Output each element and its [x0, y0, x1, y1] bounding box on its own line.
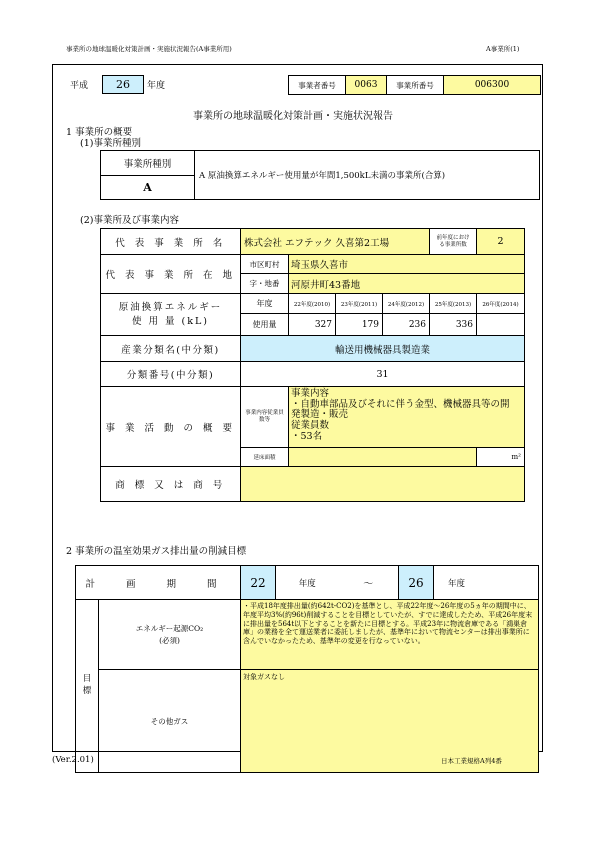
site-number-label: 事業所番号: [387, 76, 444, 95]
industry-field[interactable]: 輸送用機械器具製造業: [241, 336, 525, 362]
activity-line: 事業内容: [291, 388, 330, 399]
activity-line: 従業員数: [291, 419, 330, 431]
plan-year-word-1: 年度: [276, 566, 339, 600]
year-label: 年度: [241, 294, 289, 314]
usage-cell-1[interactable]: 179: [336, 314, 383, 336]
plan-start-year-field[interactable]: 22: [241, 566, 276, 600]
section1-heading: 1 事業所の概要: [66, 127, 133, 138]
form-code: A事業所(1): [486, 45, 520, 53]
operator-number-label: 事業者番号: [289, 76, 346, 95]
co2-target-label: [99, 600, 241, 670]
section1-sub2: (2)事業所及び事業内容: [80, 215, 179, 226]
floor-area-label: 延床面積: [241, 448, 289, 467]
section2-heading: 2 事業所の温室効果ガス排出量の削減目標: [66, 546, 247, 557]
year-col-3: 25年度(2013): [430, 294, 477, 314]
rep-name-label: 代 表 事 業 所 名: [101, 229, 241, 255]
section1-sub1: (1)事業所種別: [80, 138, 141, 149]
class-number-label: 分類番号(中分類): [101, 362, 241, 387]
activity-field[interactable]: [289, 387, 525, 448]
address-label: 代 表 事 業 所 在 地: [101, 255, 241, 294]
street-label: 字・地番: [241, 274, 289, 294]
usage-cell-2[interactable]: 236: [383, 314, 430, 336]
co2-label: エネルギー起源CO₂: [135, 623, 204, 633]
activity-sub-label: 事業内容従業員数等: [241, 387, 289, 448]
plan-period-label: 計 画 期 間: [76, 566, 241, 600]
industry-label: 産業分類名(中分類): [101, 336, 241, 362]
year-col-0: 22年度(2010): [289, 294, 336, 314]
document-header-title: 事業所の地球温暖化対策計画・実施状況報告(A事業所用): [66, 45, 232, 53]
version-label: (Ver.2.01): [52, 755, 94, 765]
site-number-field[interactable]: 006300: [444, 76, 541, 95]
plan-tilde: ～: [339, 566, 399, 600]
year-col-4: 26年度(2014): [477, 294, 525, 314]
target-label-text: 目標: [82, 674, 92, 696]
era-prefix: 平成: [70, 81, 89, 91]
class-number-field[interactable]: 31: [241, 362, 525, 387]
energy-usage-label-line2: 使 用 量 (kL): [131, 315, 210, 327]
activity-label: 事 業 活 動 の 概 要: [101, 387, 241, 467]
report-year-field[interactable]: 26: [102, 75, 144, 94]
activity-line: 発製造・販売: [291, 409, 349, 421]
plan-year-word-2: 年度: [434, 566, 539, 600]
year-col-2: 24年度(2012): [383, 294, 430, 314]
city-label: 市区町村: [241, 255, 289, 274]
facility-type-table: [100, 150, 540, 200]
prev-count-field[interactable]: 2: [477, 229, 525, 255]
reduction-target-table: [75, 565, 539, 773]
other-gas-label: その他ガス: [99, 670, 241, 773]
operator-number-field[interactable]: 0063: [346, 76, 387, 95]
energy-usage-label-line1: 原油換算エネルギー: [118, 302, 223, 314]
floor-area-unit: m²: [477, 448, 525, 467]
paper-size-label: 日本工業規格A列4番: [441, 757, 502, 765]
plan-end-year-field[interactable]: 26: [399, 566, 434, 600]
city-field[interactable]: 埼玉県久喜市: [289, 255, 525, 274]
floor-area-field[interactable]: [289, 448, 477, 467]
co2-note: (必須): [159, 635, 180, 645]
prev-count-label: 前年度における事業所数: [430, 229, 477, 255]
year-col-1: 23年度(2011): [336, 294, 383, 314]
other-gas-field[interactable]: 対象ガスなし: [241, 670, 539, 773]
era-suffix: 年度: [147, 81, 166, 91]
co2-target-field[interactable]: ・平成18年度排出量(約642t-CO2)を基準とし、平成22年度～26年度の5ヵ年の期間中に、年度平均3%(約96t)削減することを目標としていたが、すでに達成したため、平成26年度末に排出量を564t以下とすることを新たに目標とする。平成23年に物流倉庫である「鴻巣倉庫」の業務を全て運送業者に委託しましたが、基準年において物流センターは排出事業所に含んでいなかったため、基準年の変更を行なっていない。: [241, 600, 539, 670]
facility-type-label: 事業所種別: [101, 151, 195, 176]
ids-table: [288, 75, 541, 95]
activity-line: ・53名: [291, 430, 323, 442]
report-title: 事業所の地球温暖化対策計画・実施状況報告: [193, 111, 393, 122]
facility-type-value[interactable]: A: [101, 176, 195, 200]
usage-cell-3[interactable]: 336: [430, 314, 477, 336]
usage-cell-4[interactable]: [477, 314, 525, 336]
energy-usage-label: [101, 294, 241, 336]
target-label: [76, 600, 99, 773]
facility-details-table: [100, 228, 525, 502]
trade-name-field[interactable]: [241, 467, 525, 502]
usage-label: 使用量: [241, 314, 289, 336]
street-field[interactable]: 河原井町43番地: [289, 274, 525, 294]
rep-name-field[interactable]: 株式会社 エフテック 久喜第2工場: [241, 229, 430, 255]
trade-name-label: 商 標 又 は 商 号: [101, 467, 241, 502]
facility-type-description: A 原油換算エネルギー使用量が年間1,500kL未満の事業所(合算): [195, 151, 540, 200]
activity-line: ・自動車部品及びそれに伴う金型、機械器具等の開: [291, 398, 510, 410]
usage-cell-0[interactable]: 327: [289, 314, 336, 336]
